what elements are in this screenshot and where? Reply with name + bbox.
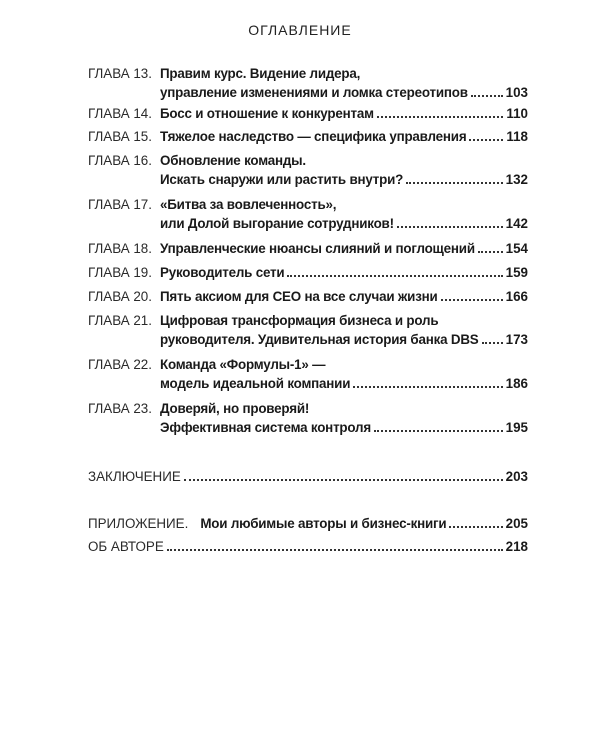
page-number: 205 <box>505 516 528 531</box>
page-number: 159 <box>505 265 528 280</box>
chapter-title-line: Искать снаружи или растить внутри? <box>160 172 404 187</box>
page-number: 103 <box>505 85 528 100</box>
chapter-number: ГЛАВА 16. <box>88 153 152 168</box>
chapter-title-line: Команда «Формулы-1» — <box>160 357 326 372</box>
dot-leader <box>287 275 502 277</box>
chapter-title-line: Обновление команды. <box>160 153 306 168</box>
chapter-number: ГЛАВА 14. <box>88 106 152 121</box>
chapter-number: ГЛАВА 13. <box>88 66 152 81</box>
page-title: ОГЛАВЛЕНИЕ <box>248 22 352 38</box>
chapter-number: ГЛАВА 17. <box>88 197 152 212</box>
chapter-title-line: Правим курс. Видение лидера, <box>160 66 361 81</box>
dot-leader <box>449 526 502 528</box>
chapter-title-line: модель идеальной компании <box>160 376 351 391</box>
chapter-number: ГЛАВА 23. <box>88 401 152 416</box>
page-number: 173 <box>505 332 528 347</box>
page-number: 142 <box>505 216 528 231</box>
toc-entry-chapter-16[interactable] <box>88 151 528 189</box>
section-label: ОБ АВТОРЕ <box>88 539 164 554</box>
chapter-title-line: руководителя. Удивительная история банка DBS <box>160 332 479 347</box>
dot-leader <box>374 430 503 432</box>
toc-entry-chapter-20[interactable] <box>88 287 528 306</box>
page-number: 218 <box>505 539 528 554</box>
toc-entry-chapter-23[interactable] <box>88 399 528 437</box>
dot-leader <box>377 116 504 118</box>
toc-entry-appendix[interactable] <box>88 514 528 533</box>
chapter-number: ГЛАВА 15. <box>88 129 152 144</box>
chapter-number: ГЛАВА 21. <box>88 313 152 328</box>
dot-leader <box>478 251 503 253</box>
chapter-title-line: или Долой выгорание сотрудников! <box>160 216 394 231</box>
dot-leader <box>441 299 503 301</box>
toc-entry-chapter-14[interactable] <box>88 104 528 123</box>
section-title: Мои любимые авторы и бизнес-книги <box>200 516 447 531</box>
chapter-title-line: Руководитель сети <box>160 265 285 280</box>
toc-entry-chapter-15[interactable] <box>88 127 528 146</box>
chapter-title-line: «Битва за вовлеченность», <box>160 197 337 212</box>
dot-leader <box>167 549 503 551</box>
chapter-number: ГЛАВА 19. <box>88 265 152 280</box>
dot-leader <box>471 95 503 97</box>
page-number: 118 <box>506 129 528 144</box>
toc-entry-conclusion[interactable] <box>88 467 528 486</box>
dot-leader <box>397 226 503 228</box>
chapter-title-line: Цифровая трансформация бизнеса и роль <box>160 313 439 328</box>
page-number: 166 <box>505 289 528 304</box>
table-of-contents <box>88 64 528 556</box>
section-label: ПРИЛОЖЕНИЕ. <box>88 516 189 531</box>
page-number: 195 <box>505 420 528 435</box>
dot-leader <box>469 139 503 141</box>
chapter-title-line: Босс и отношение к конкурентам <box>160 106 374 121</box>
toc-entry-chapter-22[interactable] <box>88 355 528 393</box>
toc-entry-chapter-17[interactable] <box>88 195 528 233</box>
chapter-title-line: управление изменениями и ломка стереотипов <box>160 85 468 100</box>
page-number: 154 <box>505 241 528 256</box>
toc-entry-chapter-19[interactable] <box>88 263 528 282</box>
page-number: 186 <box>505 376 528 391</box>
chapter-number: ГЛАВА 20. <box>88 289 152 304</box>
chapter-title-line: Доверяй, но проверяй! <box>160 401 310 416</box>
chapter-number: ГЛАВА 18. <box>88 241 152 256</box>
toc-entry-chapter-18[interactable] <box>88 239 528 258</box>
dot-leader <box>482 342 503 344</box>
toc-entry-chapter-21[interactable] <box>88 311 528 349</box>
dot-leader <box>353 386 502 388</box>
toc-entry-chapter-13[interactable] <box>88 64 528 102</box>
page-number: 110 <box>506 106 528 121</box>
chapter-title-line: Пять аксиом для CEO на все случаи жизни <box>160 289 438 304</box>
chapter-number: ГЛАВА 22. <box>88 357 152 372</box>
section-label: ЗАКЛЮЧЕНИЕ <box>88 469 181 484</box>
dot-leader <box>406 182 503 184</box>
toc-entry-about-author[interactable] <box>88 537 528 556</box>
chapter-title-line: Управленческие нюансы слияний и поглощений <box>160 241 475 256</box>
page-number: 203 <box>505 469 528 484</box>
page-number: 132 <box>505 172 528 187</box>
dot-leader <box>184 479 503 481</box>
chapter-title-line: Тяжелое наследство — специфика управления <box>160 129 467 144</box>
chapter-title-line: Эффективная система контроля <box>160 420 371 435</box>
